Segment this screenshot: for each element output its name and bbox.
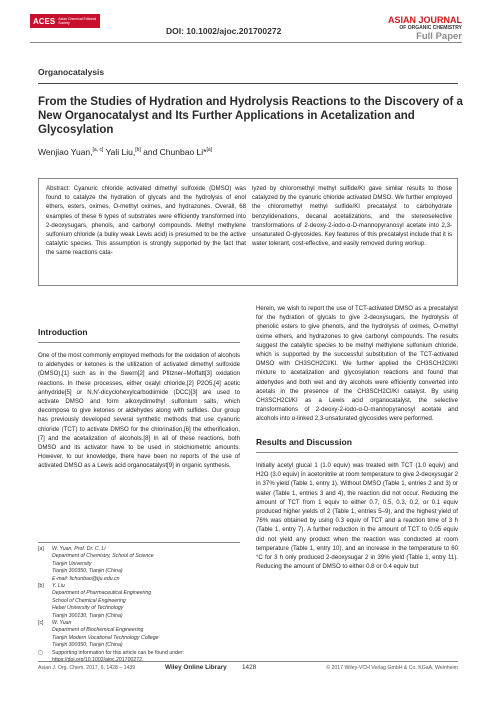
affiliations-divider [38, 542, 240, 543]
author-affiliation-mark: [a, c] [92, 147, 104, 154]
introduction-divider [38, 342, 240, 343]
affiliation-text: W. Yuan, Prof. Dr. C. Li Department of Chemistry, School of Science Tianjin University Tianjin 300350, Tianjin (China) E-mail: lichunbao@tju.edu.cn [52, 546, 154, 582]
header-divider [30, 42, 462, 43]
introduction-text: One of the most commonly employed methods for the oxidation of alcohols to aldehydes or ketones is the utilization of activated dimethyl sulfoxide (DMSO),[1] such as in the Swern[2] and Pfitzner–Moffatt[3] oxidation reactions. In these processes, either oxalyl chloride,[2] P2O5,[4] acetic anhydride[5] or N,N'-dicyclohexylcarbodiimide (DCC)[3] are used to activate DMSO and form alkoxydimethyl sulfonium salts, which decompose to give ketones or aldehydes along with sulfides. Our group has previously developed several synthetic methods that use cyanuric chloride (TCT) to activate DMSO for the chlorination,[6] the etherification,[7] and the acetalization of alcohols.[8] In all of these reactions, both DMSO and its activator have to be used in stoichiometric amounts. However, to our knowledge, there have been no reports of the use of activated DMSO as a Lewis acid organocatalyst[9] in organic synthesis. [38, 352, 240, 470]
author-affiliation-mark: [b] [135, 147, 141, 154]
author-affiliation-mark: [a] [206, 147, 213, 154]
supporting-info-icon: ▢ [38, 649, 43, 656]
doi-link[interactable]: DOI: 10.1002/ajoc.201700272 [166, 26, 282, 36]
affiliation-tag: [a] [38, 546, 44, 552]
section-divider [38, 83, 458, 84]
abstract-text-left: Abstract: Cyanuric chloride activated dimethyl sulfoxide (DMSO) was found to catalyze the hydration of glycals and the hydrolysis of enol ethers, esters, oximes, O-methyl oximes, and hydrazones. Overall, 68 examples of these 6 types of substrates were efficiently transformed into 2-deoxysugars, phenols, and carbonyl compounds. Methyl methylene sulfonium chloride (a bulky weak Lewis acid) is presumed to be the active catalytic species. This assumption is strongly supported by the fact that the same reactions cata- [46, 185, 246, 257]
article-title: From the Studies of Hydration and Hydrolysis Reactions to the Discovery of a New Organocatalyst and Its Further Applications in Acetalization and Glycosylation [38, 96, 463, 136]
publisher-logo-text: ACES [33, 16, 56, 26]
affiliation-text: W. Yuan Department of Biochemical Engineering Tianjin Modern Vocational Technology College Tianjin 300350, Tianjin (China) [52, 620, 159, 649]
publisher-logo-subtitle: Asian Chemical Editorial Society [58, 17, 97, 25]
publisher-logo [30, 14, 100, 28]
author-name[interactable]: and Chunbao Li* [143, 147, 207, 157]
author-name[interactable]: Wenjiao Yuan, [38, 147, 93, 157]
introduction-continued-text: Herein, we wish to report the use of TCT-activated DMSO as a precatalyst for the hydration of glycals to give 2-deoxysugars, the hydrolysis of phenolic esters to give phenols, and the hydrolysis of oximes, O-methyl oxime ethers, and hydrazones to give carbonyl compounds. The results suggest the catalytic species to be methyl methylene sulfonium chloride, which is supported by the successful substitution of the TCT-activated DMSO with CH3SCH2Cl/KI. We further applied the CH3SCH2Cl/KI mixture to acetalization and glycosylation reactions and found that aldehydes and both wet and dry alcohols were efficiently converted into acetals in the presence of the CH3SCH2Cl/KI catalyst. By using CH3SCH2Cl/KI as a Lewis acid organocatalyst, the selective transformations of 2-deoxy-2-iodo-α-D-mannopyranosyl acetate and alcohols into α-linked 2,3-unsaturated glycosides were performed. [256, 305, 458, 423]
page-number: 1428 [242, 664, 257, 671]
affiliation-tag: [b] [38, 583, 44, 590]
abstract-text-right: lyzed by chloromethyl methyl sulfide/KI gave similar results to those catalyzed by the cyanuric chloride activated DMSO. We further employed the chloromethyl methyl sulfide/KI precatalyst to carbohydrate benzylidenations, decanal acetalizations, and the stereoselective transformations of 2-deoxy-2-iodo-α-D-mannopyranosyl acetate into 2,3-unsaturated O-glycosides. Key features of this precatalyst include that it is water tolerant, cost-effective, and easily removed during workup. [252, 185, 452, 248]
author-list [38, 147, 212, 157]
author-name[interactable]: Yali Liu, [105, 147, 136, 157]
results-heading: Results and Discussion [256, 437, 352, 447]
supporting-info-item[interactable] [38, 650, 240, 665]
results-divider [256, 452, 458, 453]
introduction-heading: Introduction [38, 327, 88, 337]
affiliation-tag: [c] [38, 620, 44, 627]
affiliation-item [38, 583, 240, 620]
footer-divider [38, 661, 458, 662]
journal-name: ASIAN JOURNAL [387, 15, 462, 25]
journal-subtitle: OF ORGANIC CHEMISTRY [399, 25, 462, 31]
footer-citation: Asian J. Org. Chem. 2017, 6, 1428 – 1439 [38, 665, 136, 671]
footer-copyright: © 2017 Wiley-VCH Verlag GmbH & Co. KGaA, Weinheim [326, 665, 458, 671]
footer-wiley-link[interactable]: Wiley Online Library [165, 664, 227, 671]
affiliation-item [38, 546, 240, 583]
results-text: Initially acetyl glucal 1 (1.0 equiv) was treated with TCT (1.0 equiv) and H2O (3.0 equiv) in acetonitrile at room temperature to give 2-deoxysugar 2 in 37% yield (Table 1, entry 1). Without DMSO (Table 1, entries 2 and 3) or water (Table 1, entries 3 and 4), the reaction did not occur. Reducing the amount of TCT from 1 equiv to either 0.7, 0.5, 0.3, 0.2, or 0.1 equiv produced higher yields of 2 (Table 1, entries 5–9), and the highest yield of 76% was obtained by using 0.3 equiv of TCT and a reaction time of 3 h (Table 1, entry 7). A further reduction in the amount of TCT to 0.05 equiv did not yield any product when the reaction was conducted at room temperature (Table 1, entry 10), and an increase in the temperature to 60 °C for 3 h only produced 2-deoxysugar 2 in 39% yield (Table 1, entry 11). Reducing the amount of DMSO to either 0.8 or 0.4 equiv but [256, 462, 458, 571]
affiliations [38, 546, 240, 665]
supporting-info-text[interactable]: Supporting information for this article can be found under: https://doi.org/10.1002/ajoc.201700272. [52, 649, 185, 664]
paper-type: Full Paper [416, 31, 462, 42]
affiliation-item [38, 620, 240, 650]
section-label: Organocatalysis [38, 67, 105, 77]
affiliation-text: Y. Liu Department of Pharmaceutical Engineering School of Chemical Engineering Hebei University of Technology Tianjin 300130, Tianjin (China) [52, 583, 152, 619]
